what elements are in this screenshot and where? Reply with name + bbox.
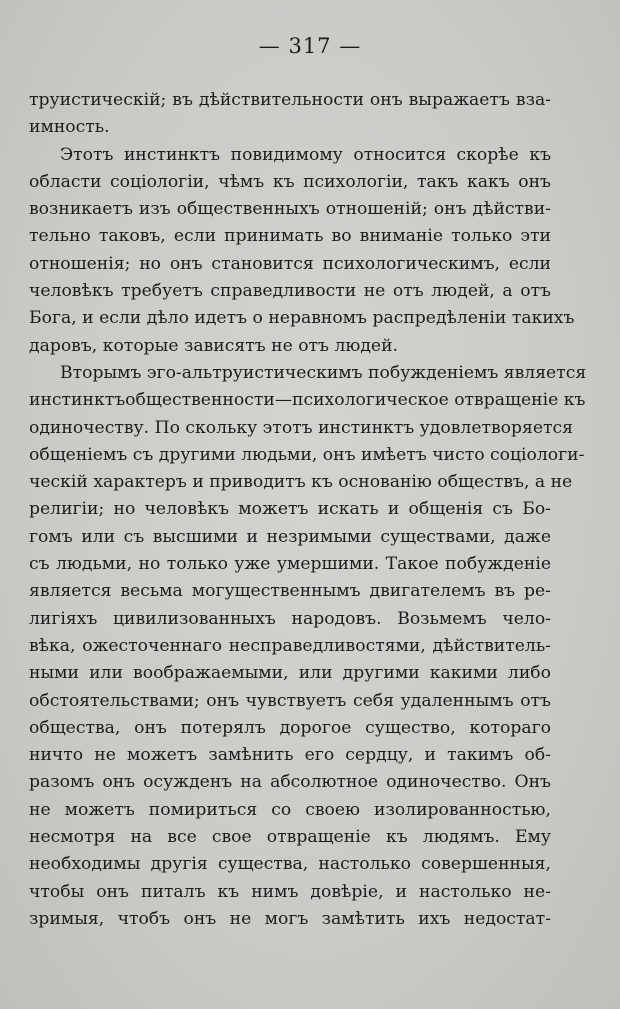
text-line: области соціологіи, чѣмъ къ психологіи, такъ какъ онъ [29,171,551,192]
body-text [29,87,587,933]
text-line: обстоятельствами; онъ чувствуетъ себя удаленнымъ отъ [29,690,551,711]
text-line: религіи; но человѣкъ можетъ искать и общенія съ Бо- [29,499,551,520]
text-line: вѣка, ожесточеннаго несправедливостями, дѣйствитель- [29,635,551,656]
text-line: чтобы онъ питалъ къ нимъ довѣріе, и настолько не- [29,881,551,902]
text-line: ничто не можетъ замѣнить его сердцу, и такимъ об- [29,745,551,766]
text-line: ческій характеръ и приводитъ къ основанію обществъ, а не [29,472,573,493]
text-line: ными или воображаемыми, или другими какими либо [29,663,551,684]
text-line: даровъ, которые зависятъ не отъ людей. [29,335,399,356]
text-line: лигіяхъ цивилизованныхъ народовъ. Возьмемъ чело- [29,608,551,629]
text-line: Вторымъ эго-альтруистическимъ побужденіемъ является [60,362,587,383]
text-line: разомъ онъ осужденъ на абсолютное одиночество. Онъ [29,772,551,793]
text-line: труистическій; въ дѣйствительности онъ выражаетъ вза- [29,90,551,110]
text-line: одиночеству. По скольку этотъ инстинктъ удовлетворяется [29,417,574,438]
text-line: гомъ или съ высшими и незримыми существами, даже [29,526,551,547]
text-line: несмотря на все свое отвращеніе къ людямъ. Ему [29,827,551,848]
text-line: отношенія; но онъ становится психологическимъ, если [29,253,551,274]
text-line: Этотъ инстинктъ повидимому относится скорѣе къ [60,144,551,165]
text-line: общества, онъ потерялъ дорогое существо, котораго [29,717,551,738]
text-line: инстинктъобщественности—психологическое отвращеніе къ [29,390,586,411]
text-line: является весьма могущественнымъ двигателемъ въ ре- [29,581,551,602]
text-line: съ людьми, но только уже умершими. Такое побужденіе [29,554,551,575]
text-line: необходимы другія существа, настолько совершенныя, [29,854,551,875]
text-line: Бога, и если дѣло идетъ о неравномъ распредѣленіи такихъ [29,308,575,329]
text-line: общеніемъ съ другими людьми, онъ имѣетъ чисто соціологи- [29,444,585,465]
page-number: — 317 — [258,34,362,58]
text-line: тельно таковъ, если принимать во вниманіе только эти [29,226,551,247]
text-line: человѣкъ требуетъ справедливости не отъ людей, а отъ [29,281,551,302]
text-line: зримыя, чтобъ онъ не могъ замѣтить ихъ недостат- [29,908,551,929]
text-line: не можетъ помириться со своею изолированностью, [29,799,551,820]
text-line: имность. [29,117,110,138]
text-line: возникаетъ изъ общественныхъ отношеній; онъ дѣйстви- [29,199,551,220]
